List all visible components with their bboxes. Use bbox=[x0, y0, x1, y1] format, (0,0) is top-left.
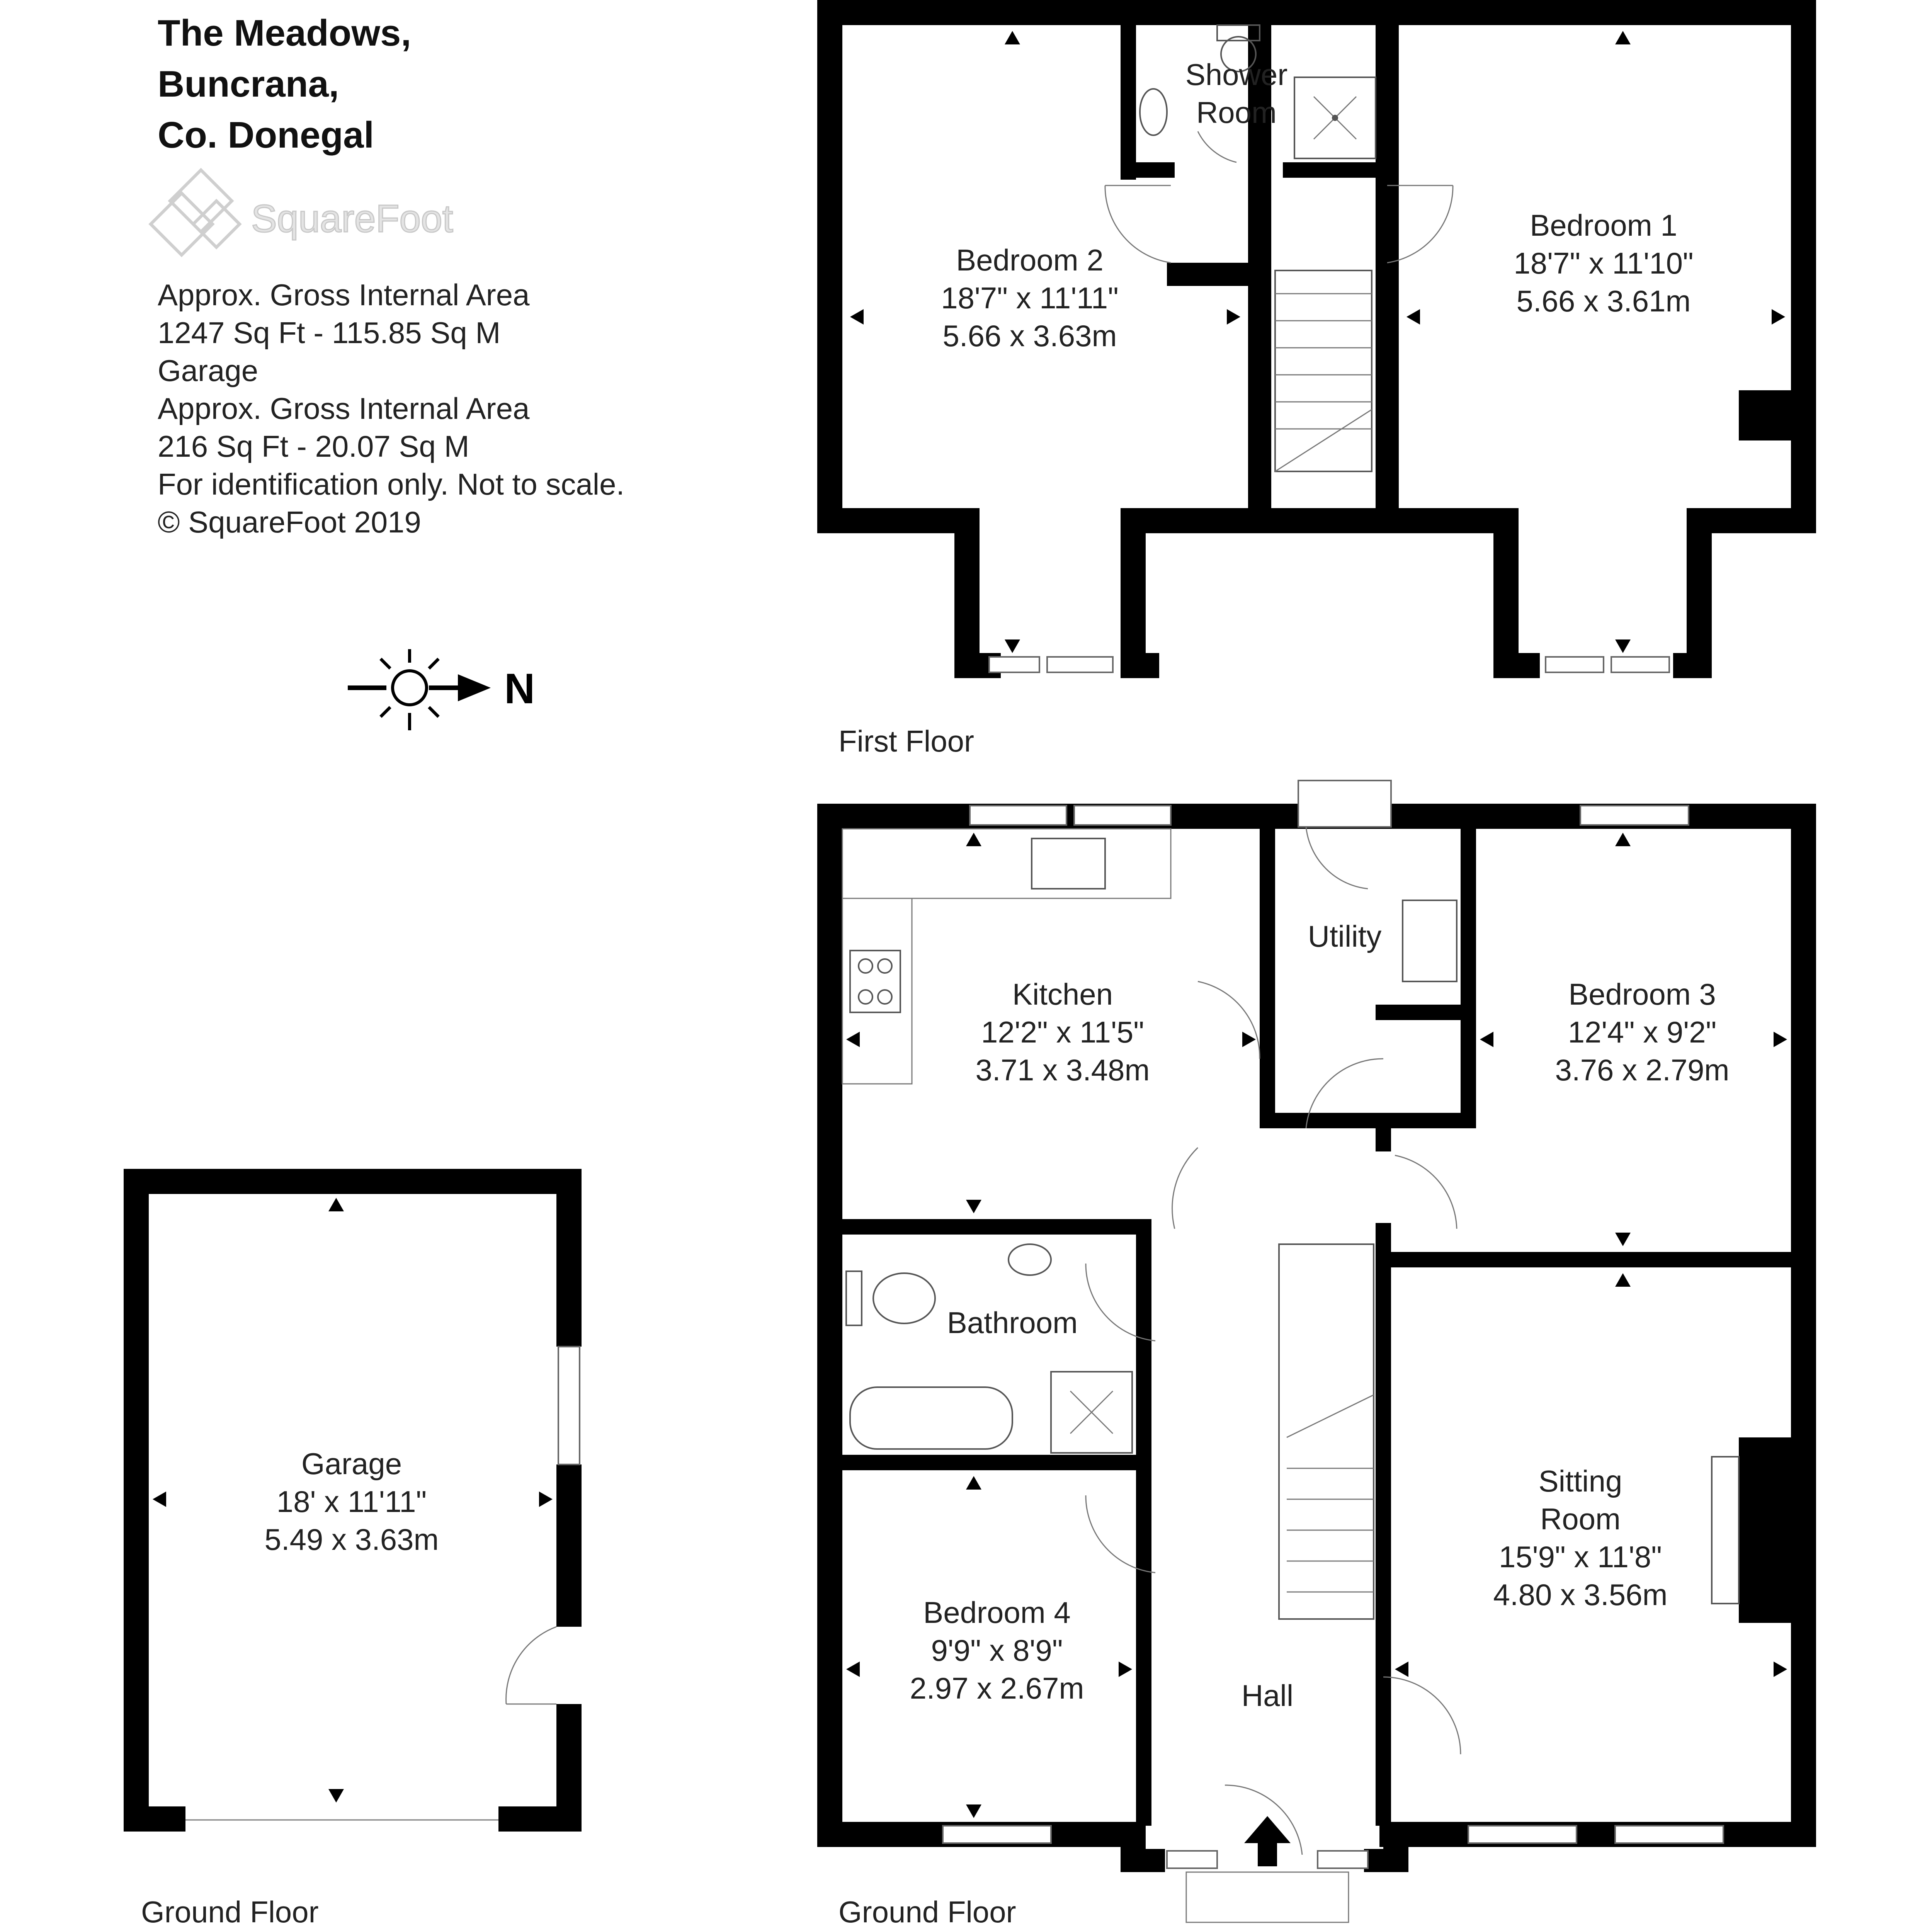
garage-imperial: 18' x 11'11" bbox=[276, 1485, 427, 1519]
sitting-room-name-2: Room bbox=[1540, 1502, 1621, 1536]
garage-metric: 5.49 x 3.63m bbox=[264, 1522, 439, 1556]
kitchen-imperial: 12'2" x 11'5" bbox=[981, 1015, 1144, 1049]
logo-text: SquareFoot bbox=[251, 197, 453, 240]
bedroom-1-metric: 5.66 x 3.61m bbox=[1516, 284, 1691, 318]
bedroom-4-name: Bedroom 4 bbox=[923, 1595, 1071, 1629]
bedroom-4-metric: 2.97 x 2.67m bbox=[910, 1671, 1084, 1705]
property-name-line-3: Co. Donegal bbox=[158, 114, 374, 156]
compass-north-label: N bbox=[504, 665, 535, 713]
property-name-line-2: Buncrana, bbox=[158, 63, 339, 105]
bedroom-3-name: Bedroom 3 bbox=[1568, 977, 1716, 1011]
hall-name: Hall bbox=[1241, 1679, 1294, 1713]
bathroom-name: Bathroom bbox=[947, 1306, 1078, 1340]
bedroom-4-imperial: 9'9" x 8'9" bbox=[931, 1633, 1063, 1667]
squarefoot-logo-icon bbox=[151, 170, 240, 255]
utility-name: Utility bbox=[1308, 919, 1382, 953]
bedroom-2-metric: 5.66 x 3.63m bbox=[942, 319, 1117, 353]
shower-room-label-2: Room bbox=[1196, 95, 1277, 129]
kitchen-name: Kitchen bbox=[1012, 977, 1113, 1011]
area-info-line-4: Approx. Gross Internal Area bbox=[158, 391, 530, 425]
area-info-line-1: Approx. Gross Internal Area bbox=[158, 278, 530, 312]
ground-floor-label: Ground Floor bbox=[838, 1895, 1016, 1929]
bedroom-2-imperial: 18'7" x 11'11" bbox=[941, 281, 1119, 315]
area-info-line-2: 1247 Sq Ft - 115.85 Sq M bbox=[158, 316, 501, 350]
area-info-line-5: 216 Sq Ft - 20.07 Sq M bbox=[158, 429, 469, 463]
bedroom-1-name: Bedroom 1 bbox=[1530, 208, 1677, 242]
shower-room-label-1: Shower bbox=[1185, 58, 1288, 92]
kitchen-metric: 3.71 x 3.48m bbox=[975, 1053, 1150, 1087]
property-name-line-1: The Meadows, bbox=[158, 12, 412, 54]
area-info-line-6: For identification only. Not to scale. bbox=[158, 467, 625, 501]
bedroom-2-name: Bedroom 2 bbox=[956, 243, 1104, 277]
sitting-room-name-1: Sitting bbox=[1538, 1464, 1622, 1498]
sitting-room-metric: 4.80 x 3.56m bbox=[1493, 1578, 1668, 1612]
first-floor-label: First Floor bbox=[838, 724, 974, 758]
sitting-room-imperial: 15'9" x 11'8" bbox=[1499, 1540, 1662, 1574]
garage-name: Garage bbox=[301, 1447, 402, 1481]
bedroom-3-imperial: 12'4" x 9'2" bbox=[1568, 1015, 1717, 1049]
bedroom-3-metric: 3.76 x 2.79m bbox=[1555, 1053, 1730, 1087]
area-info-line-7: © SquareFoot 2019 bbox=[158, 505, 421, 539]
bedroom-1-imperial: 18'7" x 11'10" bbox=[1514, 246, 1694, 280]
sun-compass-icon bbox=[348, 649, 491, 730]
area-info-line-3: Garage bbox=[158, 354, 259, 388]
garage-floor-label: Ground Floor bbox=[141, 1895, 319, 1929]
